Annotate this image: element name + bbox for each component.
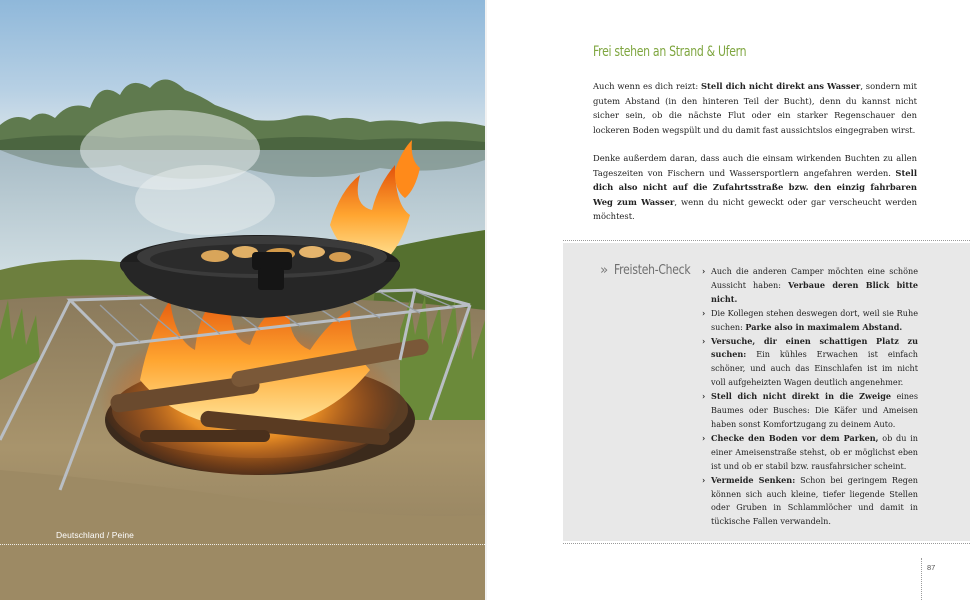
page-gutter <box>485 0 487 600</box>
item-bold-text: Vermeide Senken: <box>711 474 796 485</box>
paragraph-2-text-b: , wenn du nicht geweckt oder gar verscheucht werden möchtest. <box>593 196 917 222</box>
checklist-item <box>702 432 918 474</box>
bullet-icon: › <box>702 474 706 485</box>
item-text: Die Kollegen stehen deswegen dort, weil sie Ruhe suchen: <box>711 307 918 332</box>
item-text: Ein kühles Erwachen ist einfach schöner, und auch das Einschlafen ist im nicht voll aufgeheizten Wagen deutlich angenehmer. <box>711 349 918 388</box>
paragraph-1-bold: Stell dich nicht direkt ans Wasser <box>701 81 861 91</box>
paragraph-2 <box>593 151 917 224</box>
item-bold-text: Verbaue deren Blick bitte nicht. <box>711 279 918 304</box>
checklist-item <box>702 307 918 335</box>
paragraph-1-text-a: Auch wenn es dich reizt: <box>593 81 701 91</box>
bullet-icon: › <box>702 432 706 443</box>
folio-divider <box>921 558 922 600</box>
checklist-title <box>600 262 709 278</box>
bullet-icon: › <box>702 307 706 318</box>
bullet-icon: › <box>702 335 706 346</box>
item-bold-text: Checke den Boden vor dem Parken, <box>711 432 879 443</box>
checklist-item <box>702 474 918 530</box>
checklist-box-top-rule <box>563 240 970 241</box>
paragraph-2-bold: Stell dich also nicht auf die Zufahrtsstraße bzw. den einzig fahrbaren Weg zum Wasser <box>593 167 917 207</box>
bullet-icon: › <box>702 391 706 402</box>
checklist-item <box>702 335 918 391</box>
checklist-item <box>702 390 918 432</box>
paragraph-1-text-b: , sondern mit gutem Abstand (in den hinteren Teil der Bucht), denn du kannst nicht sicher sein, ob die nächste Flut oder ein starker Regenschauer den lockeren Boden wegspült und du damit fast aussichtslos eingegraben wirst. <box>593 81 917 135</box>
item-bold-text: Versuche, dir einen schattigen Platz zu suchen: <box>711 335 918 360</box>
caption-divider <box>0 544 485 545</box>
chevron-right-icon: » <box>600 262 608 278</box>
item-bold-text: Parke also in maximalem Abstand. <box>745 321 903 332</box>
checklist-item <box>702 265 918 307</box>
item-bold-text: Stell dich nicht direkt in die Zweige <box>711 391 892 402</box>
paragraph-1 <box>593 79 917 137</box>
paragraph-2-text-a: Denke außerdem daran, dass auch die einsam wirkenden Buchten zu allen Tageszeiten von Fischern und Wassersportlern angefahren werden. <box>593 153 917 178</box>
checklist <box>702 265 918 529</box>
page-number: 87 <box>927 563 936 572</box>
bullet-icon: › <box>702 266 706 276</box>
checklist-box-bottom-rule <box>563 543 970 544</box>
item-text: ob du in einer Ameisenstraße stehst, ob er möglichst eben ist und ob er stabil bzw. rausfahrsicher scheint. <box>711 432 919 471</box>
photo-caption: Deutschland / Peine <box>56 530 134 540</box>
item-text: eines Baumes oder Busches: Die Käfer und Ameisen haben sonst Komfortzugang zu deinem Auto. <box>711 391 918 429</box>
section-heading: Frei stehen an Strand & Ufern <box>593 44 747 60</box>
item-text: Schon bei geringem Regen können sich auch kleine, tiefer liegende Stellen oder Gruben in Schlammlöcher und damit in tückische Fallen verwandeln. <box>711 474 918 527</box>
checklist-title-text: Freisteh-Check <box>613 262 691 278</box>
item-text: Auch die anderen Camper möchten eine schöne Aussicht haben: <box>711 266 918 290</box>
